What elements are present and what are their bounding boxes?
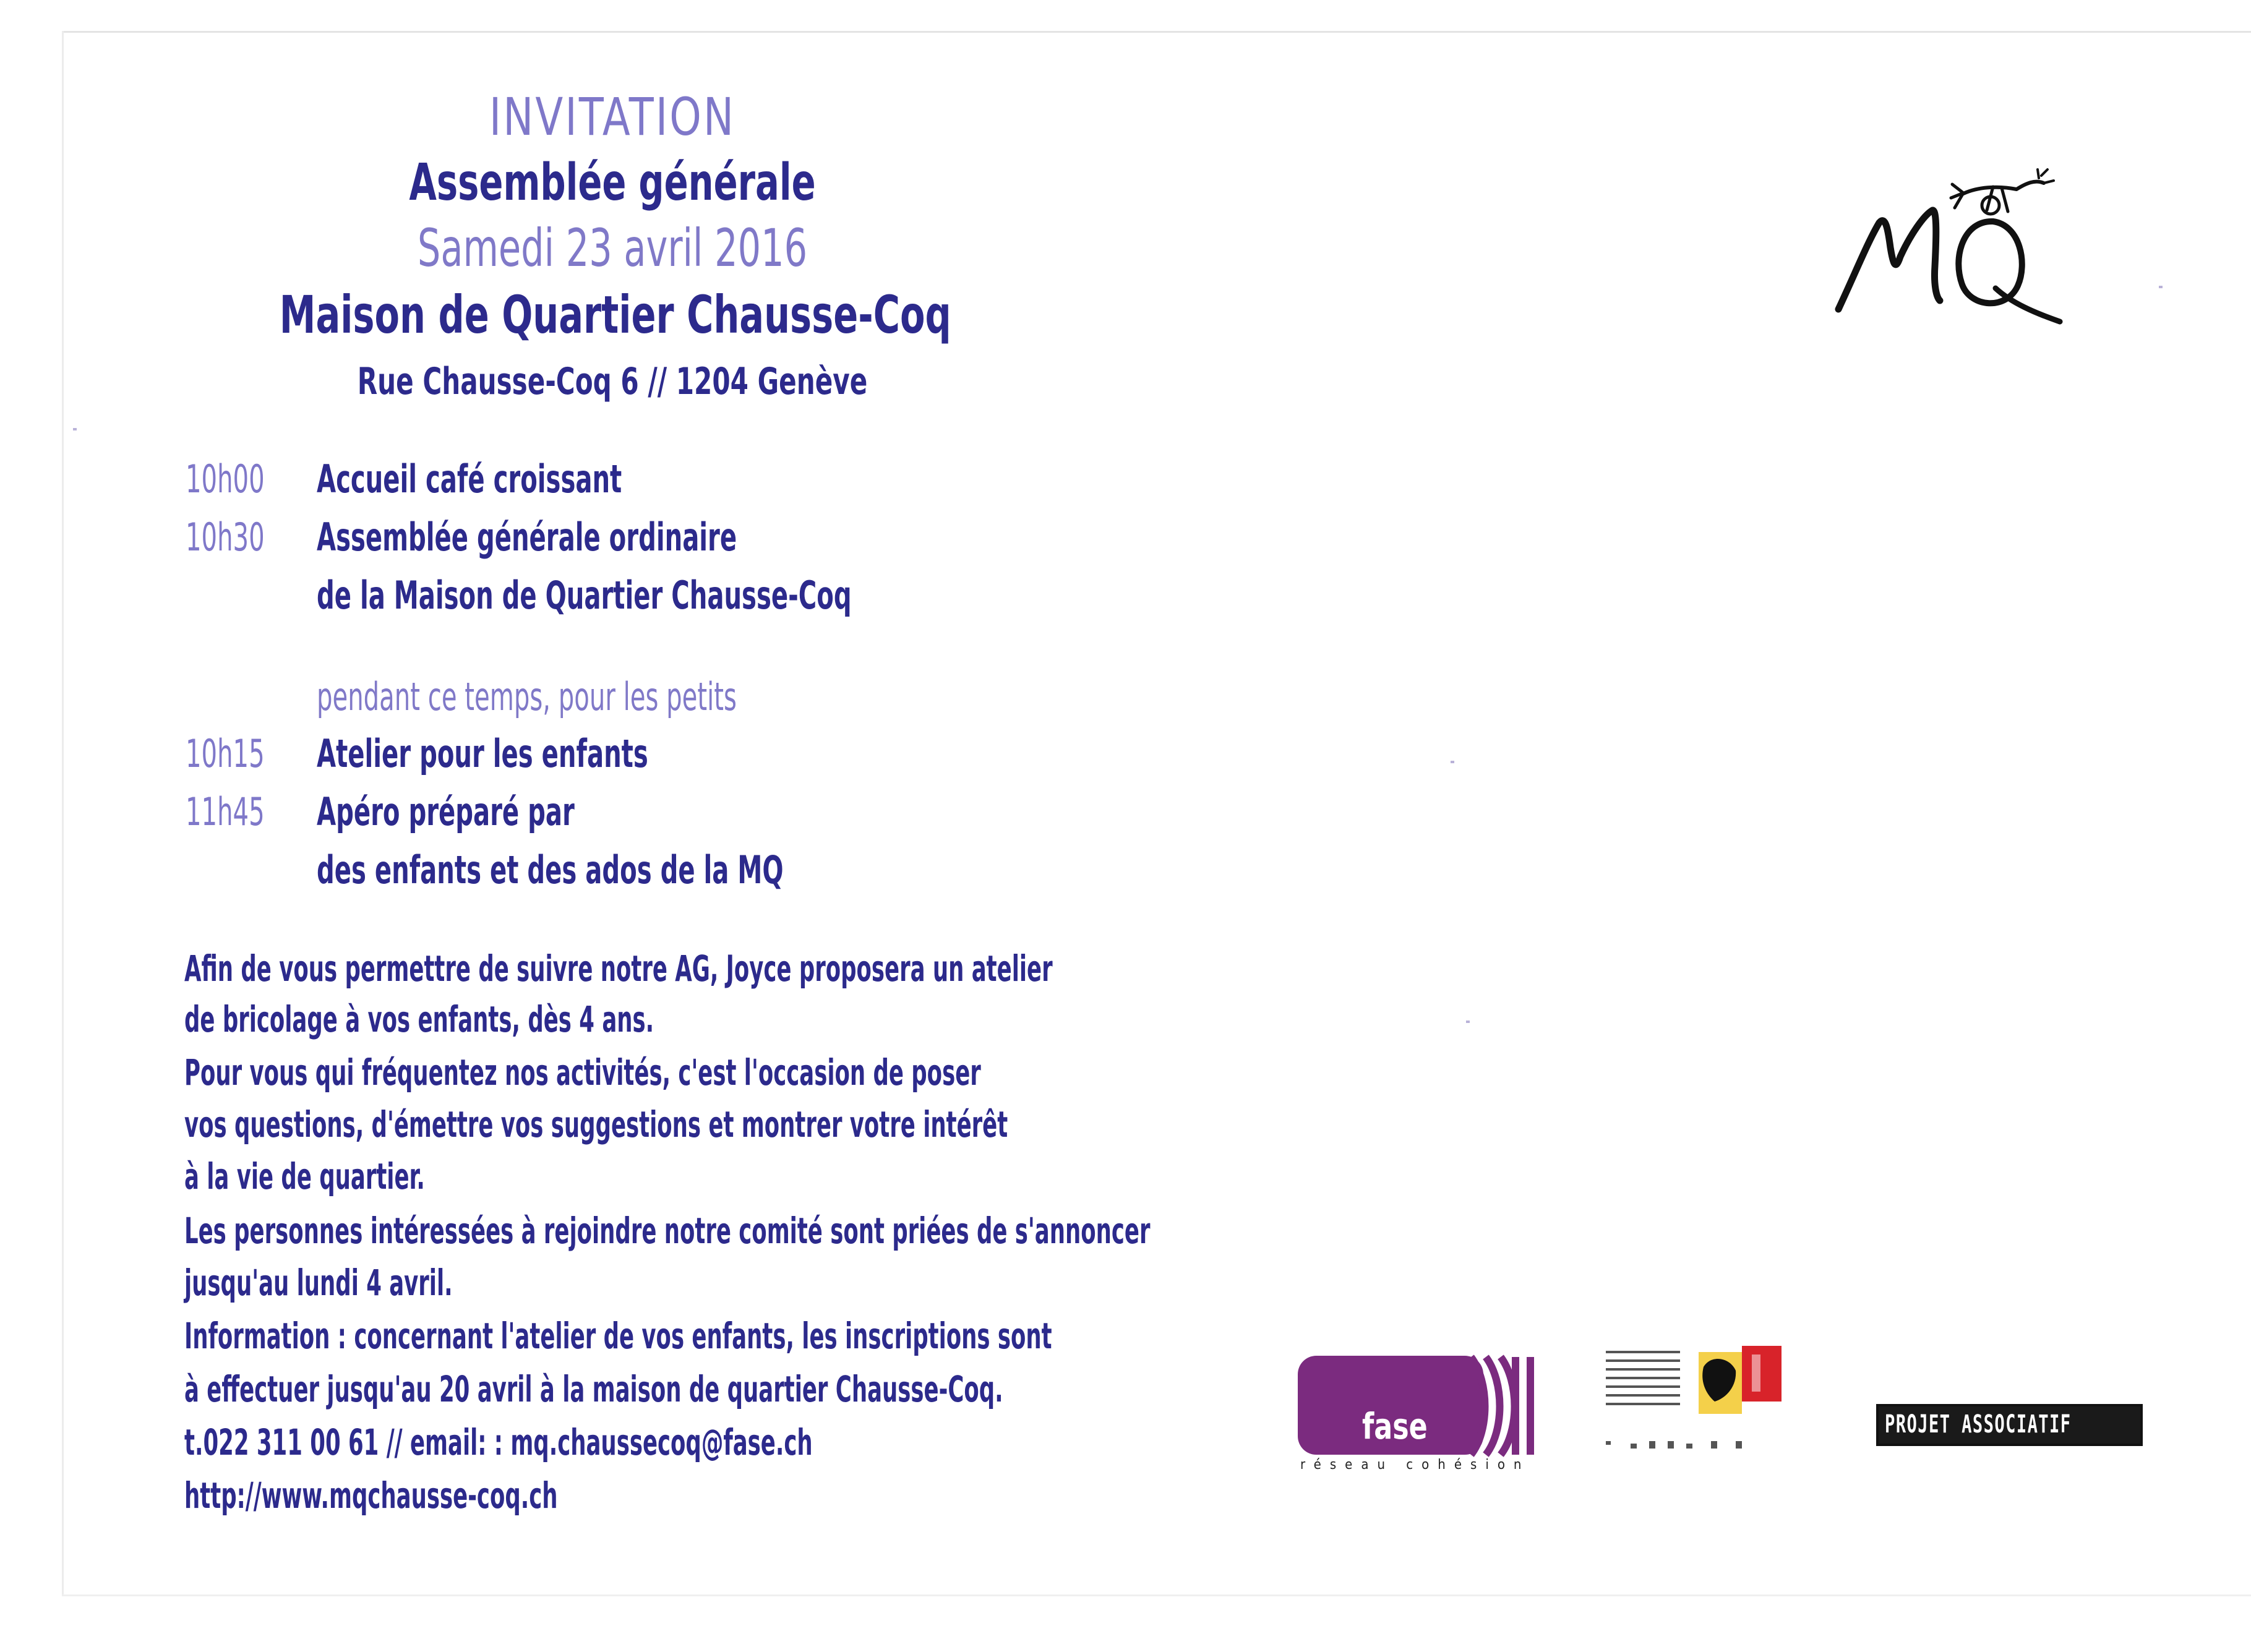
body-line: Pour vous qui fréquentez nos activités, c'est l'occasion de poser	[184, 1051, 981, 1093]
schedule-time: 10h15	[186, 731, 265, 776]
scan-speck	[1451, 761, 1454, 763]
venue-address: Rue Chausse-Coq 6 // 1204 Genève	[357, 360, 868, 403]
scan-speck	[1466, 1021, 1470, 1023]
schedule-activity: Assemblée générale ordinaire	[317, 515, 737, 560]
schedule-time: 10h30	[186, 515, 265, 560]
projet-associatif-label: PROJET ASSOCIATIF	[1885, 1410, 2072, 1439]
schedule-subheading: pendant ce temps, pour les petits	[317, 674, 737, 719]
scan-speck	[2159, 286, 2163, 288]
card-edge-top	[62, 31, 2251, 33]
fase-wordmark: fase	[1362, 1405, 1428, 1447]
geneva-logo-icon	[1606, 1342, 1810, 1466]
body-line: jusqu'au lundi 4 avril.	[184, 1262, 453, 1304]
info-text: concernant l'atelier de vos enfants, les inscriptions sont	[354, 1315, 1052, 1357]
card-edge-left	[62, 31, 64, 1596]
schedule-time: 11h45	[186, 789, 265, 834]
schedule-time: 10h00	[186, 456, 265, 502]
body-line: de bricolage à vos enfants, dès 4 ans.	[184, 998, 654, 1040]
website-link[interactable]: http://www.mqchausse-coq.ch	[184, 1474, 558, 1517]
scan-speck	[73, 428, 77, 430]
body-line: vos questions, d'émettre vos suggestions et montrer votre intérêt	[184, 1103, 1008, 1145]
event-date: Samedi 23 avril 2016	[417, 218, 808, 278]
mq-logo-icon	[1831, 148, 2078, 334]
body-line: Les personnes intéressées à rejoindre notre comité sont priées de s'annoncer	[184, 1210, 1151, 1252]
fase-tagline: réseau cohésion	[1300, 1457, 1530, 1473]
projet-associatif-badge	[1876, 1404, 2143, 1446]
schedule-activity: Atelier pour les enfants	[317, 731, 648, 776]
venue-name: Maison de Quartier Chausse-Coq	[279, 285, 951, 345]
body-line: à effectuer jusqu'au 20 avril à la maison de quartier Chausse-Coq.	[184, 1368, 1003, 1410]
assembly-title: Assemblée générale	[409, 153, 816, 212]
info-line	[184, 1315, 1052, 1357]
card-edge-bottom	[62, 1594, 2251, 1596]
body-line: à la vie de quartier.	[184, 1155, 425, 1197]
invitation-title: INVITATION	[489, 87, 736, 147]
info-label: Information :	[184, 1315, 346, 1357]
schedule-activity: des enfants et des ados de la MQ	[317, 847, 784, 892]
body-line: Afin de vous permettre de suivre notre AG, Joyce proposera un atelier	[184, 948, 1053, 990]
schedule-activity: de la Maison de Quartier Chausse-Coq	[317, 573, 852, 618]
contact-line[interactable]: t.022 311 00 61 // email: : mq.chaussecoq@fase.ch	[184, 1421, 813, 1463]
schedule-activity: Apéro préparé par	[317, 789, 575, 834]
schedule-activity: Accueil café croissant	[317, 456, 622, 502]
